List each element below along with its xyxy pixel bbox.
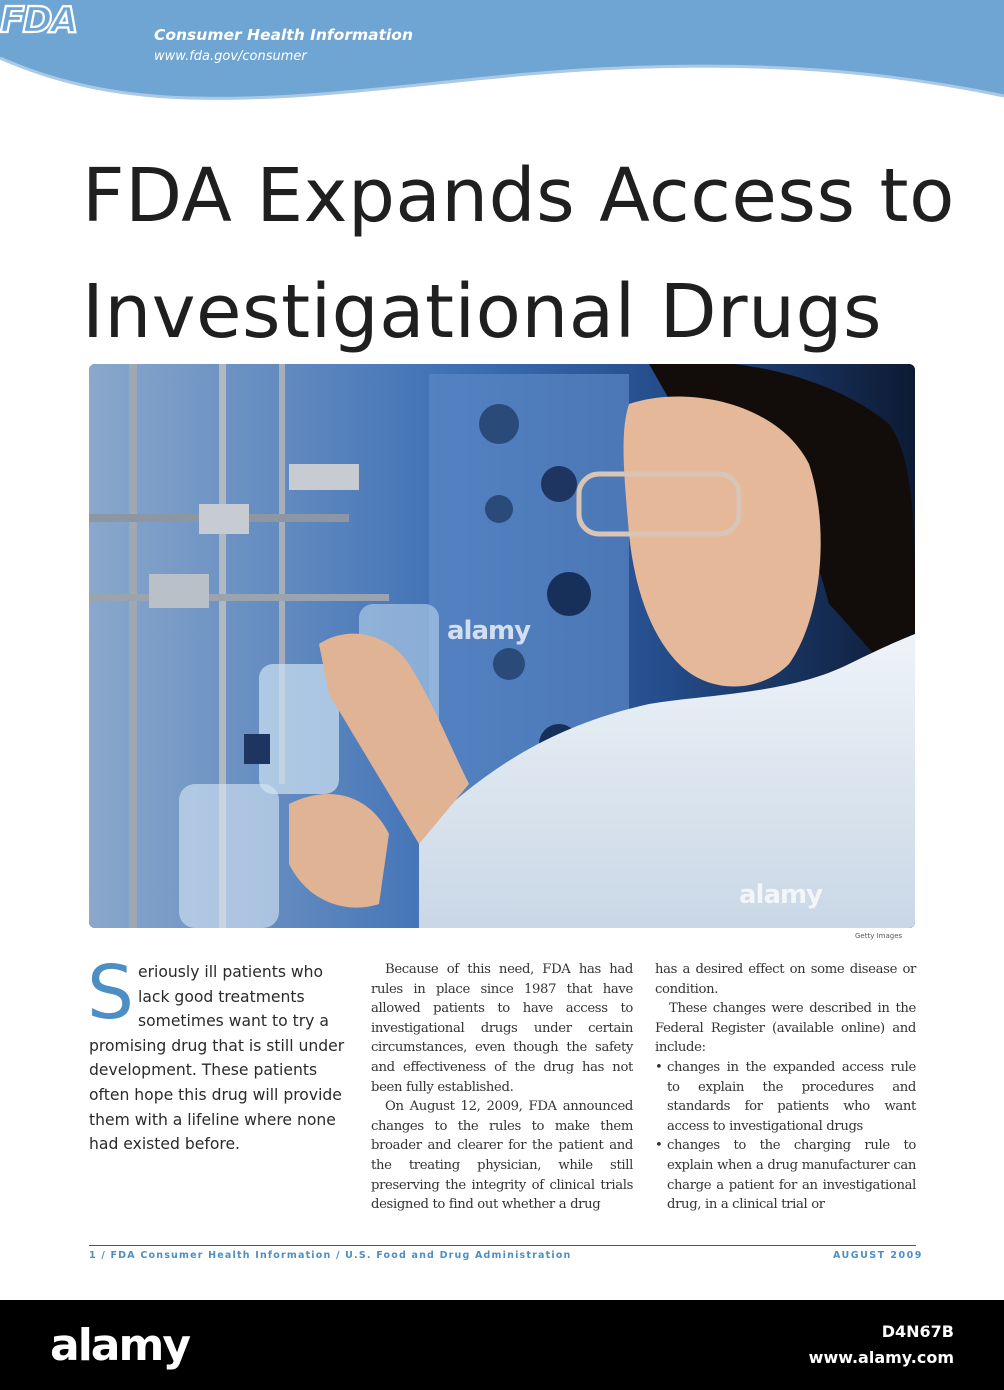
scientist-photo	[89, 364, 915, 928]
image-id: D4N67B	[881, 1322, 954, 1341]
lead-text: eriously ill patients who lack good treatments sometimes want to try a promising drug that is still under development. These patients often hope this drug will provide them with a lifeline where none had existed before.	[89, 963, 345, 1154]
brand-url[interactable]: www.fda.gov/consumer	[154, 49, 307, 64]
body-column-3	[655, 960, 916, 1215]
footer-date: AUGUST 2009	[833, 1250, 923, 1261]
body-column-2	[371, 960, 633, 1215]
title-line-2: Investigational Drugs	[82, 269, 883, 355]
footer-divider	[89, 1245, 916, 1246]
alamy-logo: alamy	[50, 1320, 189, 1371]
paragraph: Because of this need, FDA has had rules in place since 1987 that have allowed patients to have access to investigational drugs under certain circumstances, even though the safety and effectiveness of the drug has not been fully established.	[371, 962, 633, 1095]
footer-source: 1 / FDA Consumer Health Information / U.S. Food and Drug Administration	[89, 1250, 572, 1261]
lab-scene-icon	[89, 364, 915, 928]
banner-wave-icon	[0, 0, 1004, 110]
lead-column	[87, 950, 349, 1157]
svg-text:FDA: FDA	[0, 0, 77, 38]
title-line-1: FDA Expands Access to	[82, 153, 955, 239]
list-item: • changes in the expanded access rule to explain the procedures and standards for patients who want access to investigational drugs	[655, 1058, 916, 1136]
brand-title: Consumer Health Information	[154, 26, 413, 44]
lead-paragraph	[87, 950, 349, 1157]
fda-logo-icon	[0, 0, 86, 38]
stock-url[interactable]: www.alamy.com	[808, 1348, 954, 1367]
photo-watermark: alamy	[739, 880, 823, 910]
bullet-list	[655, 1058, 916, 1215]
list-item: • changes to the charging rule to explain when a drug manufacturer can charge a patient for an investigational drug, in a clinical trial or	[655, 1136, 916, 1214]
page-title	[82, 138, 962, 370]
drop-cap: S	[87, 950, 134, 1036]
photo-watermark: alamy	[447, 616, 531, 646]
photo-credit: Getty Images	[855, 932, 903, 940]
paragraph: On August 12, 2009, FDA announced changes to the rules to make them broader and clearer for the patient and the treating physician, while still preserving the integrity of clinical trials designed to find out whether a drug	[371, 1099, 633, 1213]
stock-bar	[0, 1300, 1004, 1390]
paragraph: These changes were described in the Federal Register (available online) and include:	[655, 1001, 916, 1056]
header-banner	[0, 0, 1004, 110]
paragraph: has a desired effect on some disease or condition.	[655, 962, 916, 997]
